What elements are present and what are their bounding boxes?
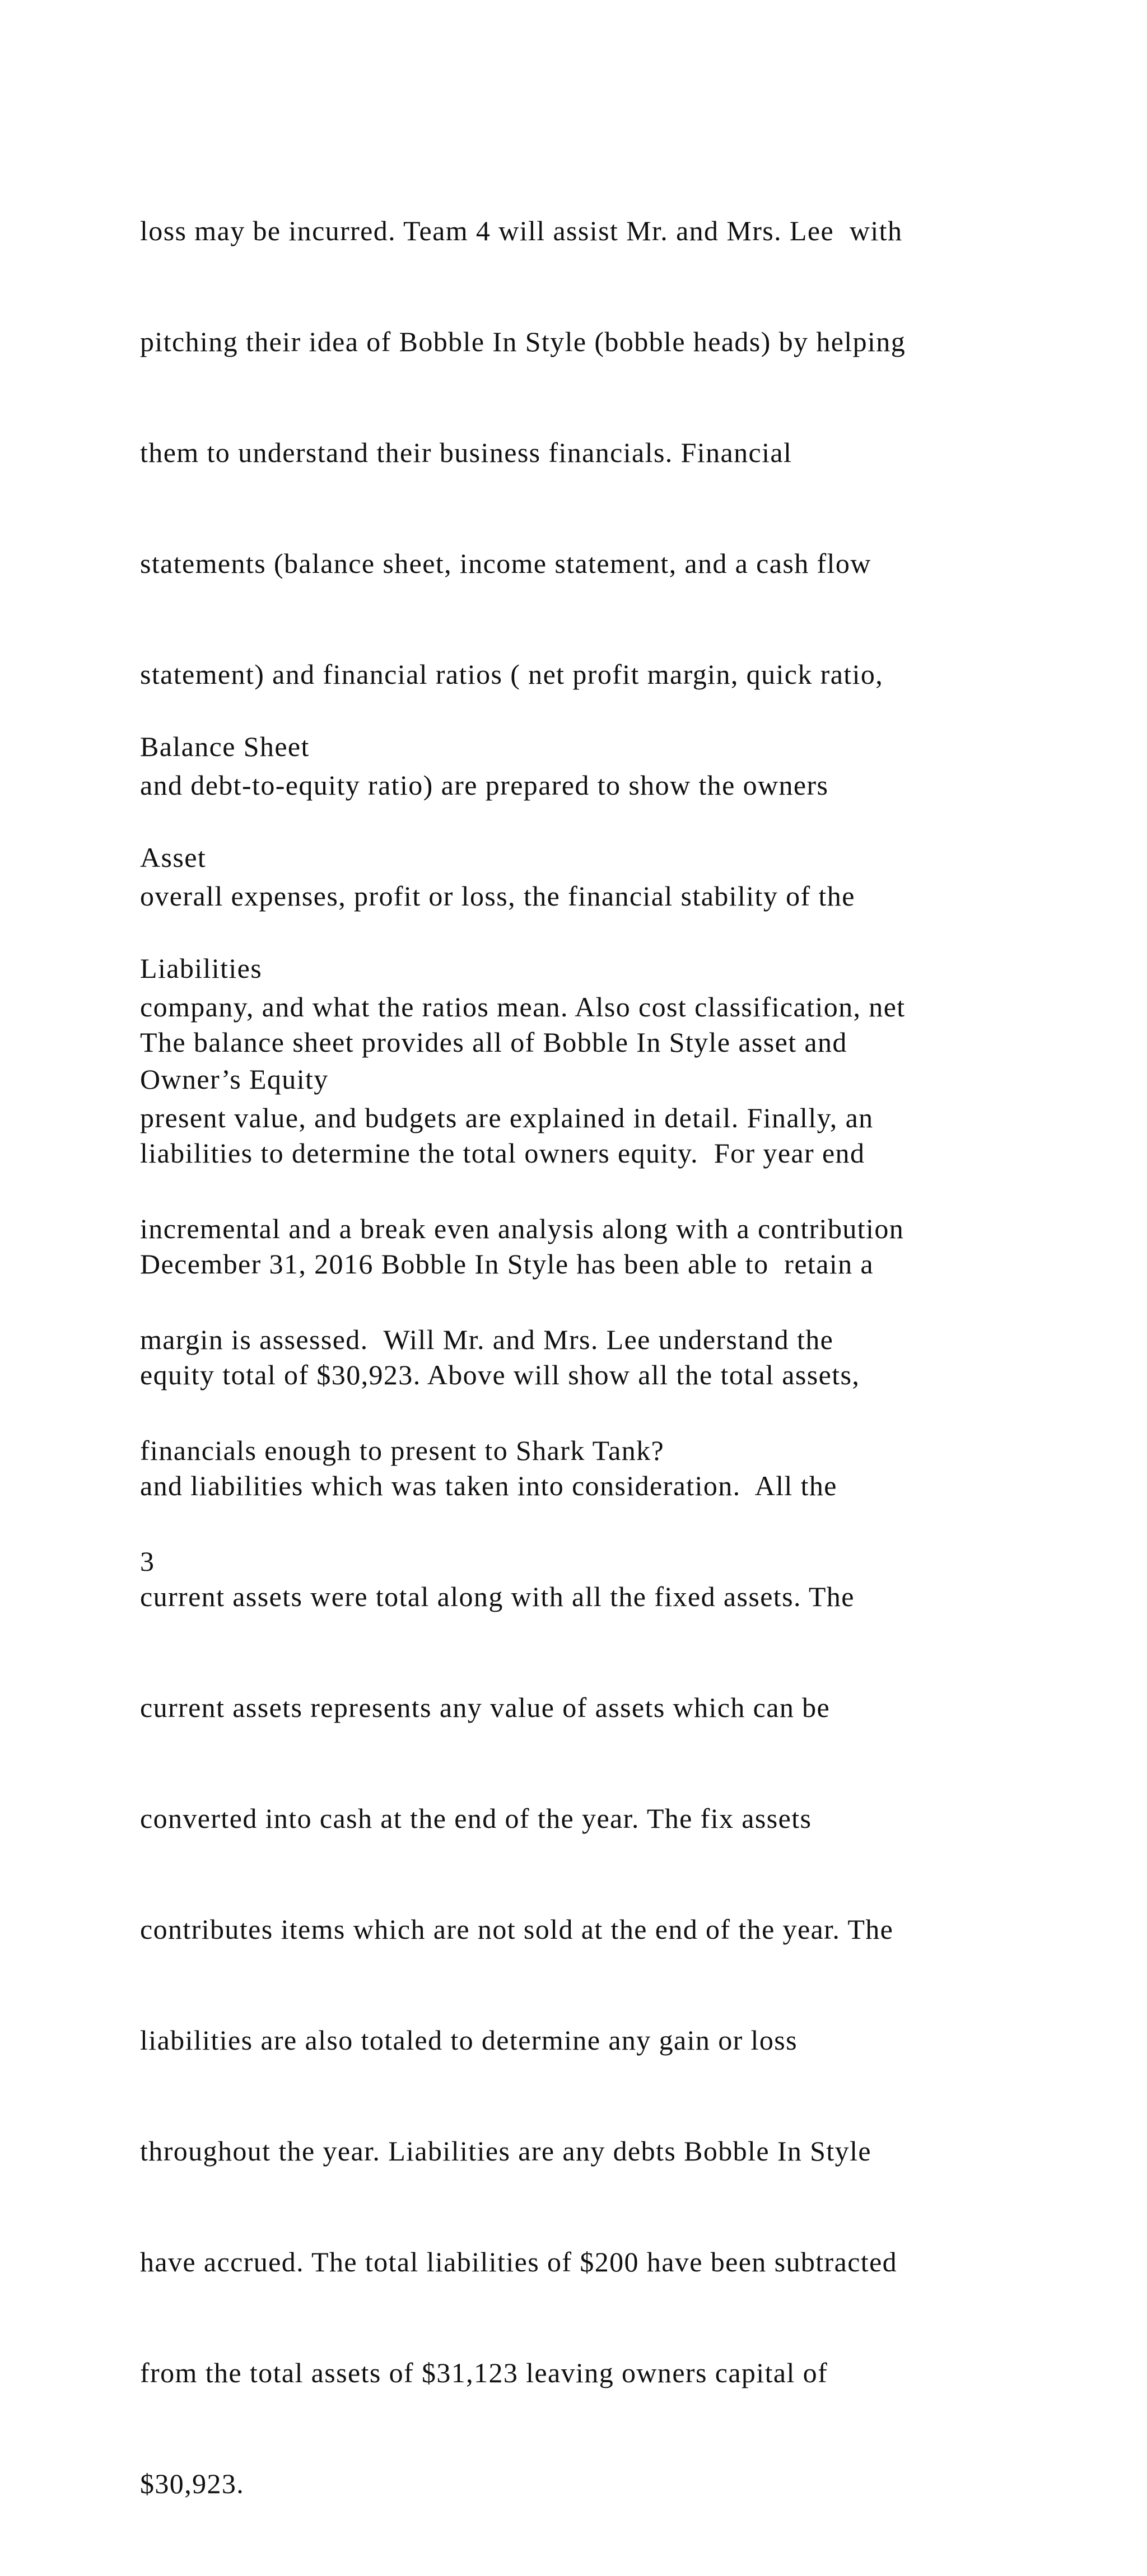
text-line: converted into cash at the end of the year. The fix assets: [140, 1803, 812, 1834]
text-line: $30,923.: [140, 2468, 245, 2499]
text-line: throughout the year. Liabilities are any debts Bobble In Style: [140, 2135, 871, 2167]
heading-balance-sheet: Balance Sheet: [140, 731, 310, 762]
text-line: have accrued. The total liabilities of $200 have been subtracted: [140, 2246, 898, 2278]
text-line: loss may be incurred. Team 4 will assist Mr. and Mrs. Lee with: [140, 215, 903, 246]
heading-owners-equity: Owner’s Equity: [140, 1063, 329, 1095]
text-line: statement) and financial ratios ( net profit margin, quick ratio,: [140, 659, 884, 690]
text-line: them to understand their business financials. Financial: [140, 437, 792, 468]
text-line: from the total assets of $31,123 leaving owners capital of: [140, 2357, 828, 2388]
text-line: equity total of $30,923. Above will show all the total assets,: [140, 1359, 860, 1390]
text-line: statements (balance sheet, income statement, and a cash flow: [140, 548, 871, 579]
text-line: and debt-to-equity ratio) are prepared to show the owners: [140, 769, 829, 801]
text-line: overall expenses, profit or loss, the financial stability of the: [140, 880, 855, 912]
text-line: current assets represents any value of assets which can be: [140, 1692, 831, 1723]
heading-liabilities: Liabilities: [140, 953, 263, 984]
text-line: The balance sheet provides all of Bobble In Style asset and: [140, 1026, 847, 1058]
text-line: financials enough to present to Shark Tank?: [140, 1435, 665, 1466]
text-line: incremental and a break even analysis along with a contribution: [140, 1213, 904, 1244]
text-line: liabilities are also totaled to determine any gain or loss: [140, 2024, 798, 2056]
page-number: 3: [140, 1546, 155, 1577]
text-line: and liabilities which was taken into consideration. All the: [140, 1470, 837, 1501]
text-line: margin is assessed. Will Mr. and Mrs. Lee understand the: [140, 1324, 834, 1355]
text-line: liabilities to determine the total owners equity. For year end: [140, 1137, 865, 1169]
text-line: present value, and budgets are explained in detail. Finally, an: [140, 1102, 874, 1133]
text-line: December 31, 2016 Bobble In Style has been able to retain a: [140, 1248, 874, 1280]
balance-sheet-paragraph: [140, 950, 897, 2576]
heading-asset: Asset: [140, 842, 207, 873]
text-line: current assets were total along with all the fixed assets. The: [140, 1581, 855, 1612]
text-line: pitching their idea of Bobble In Style (bobble heads) by helping: [140, 326, 906, 357]
text-line: contributes items which are not sold at the end of the year. The: [140, 1914, 894, 1945]
text-line: company, and what the ratios mean. Also cost classification, net: [140, 991, 906, 1023]
